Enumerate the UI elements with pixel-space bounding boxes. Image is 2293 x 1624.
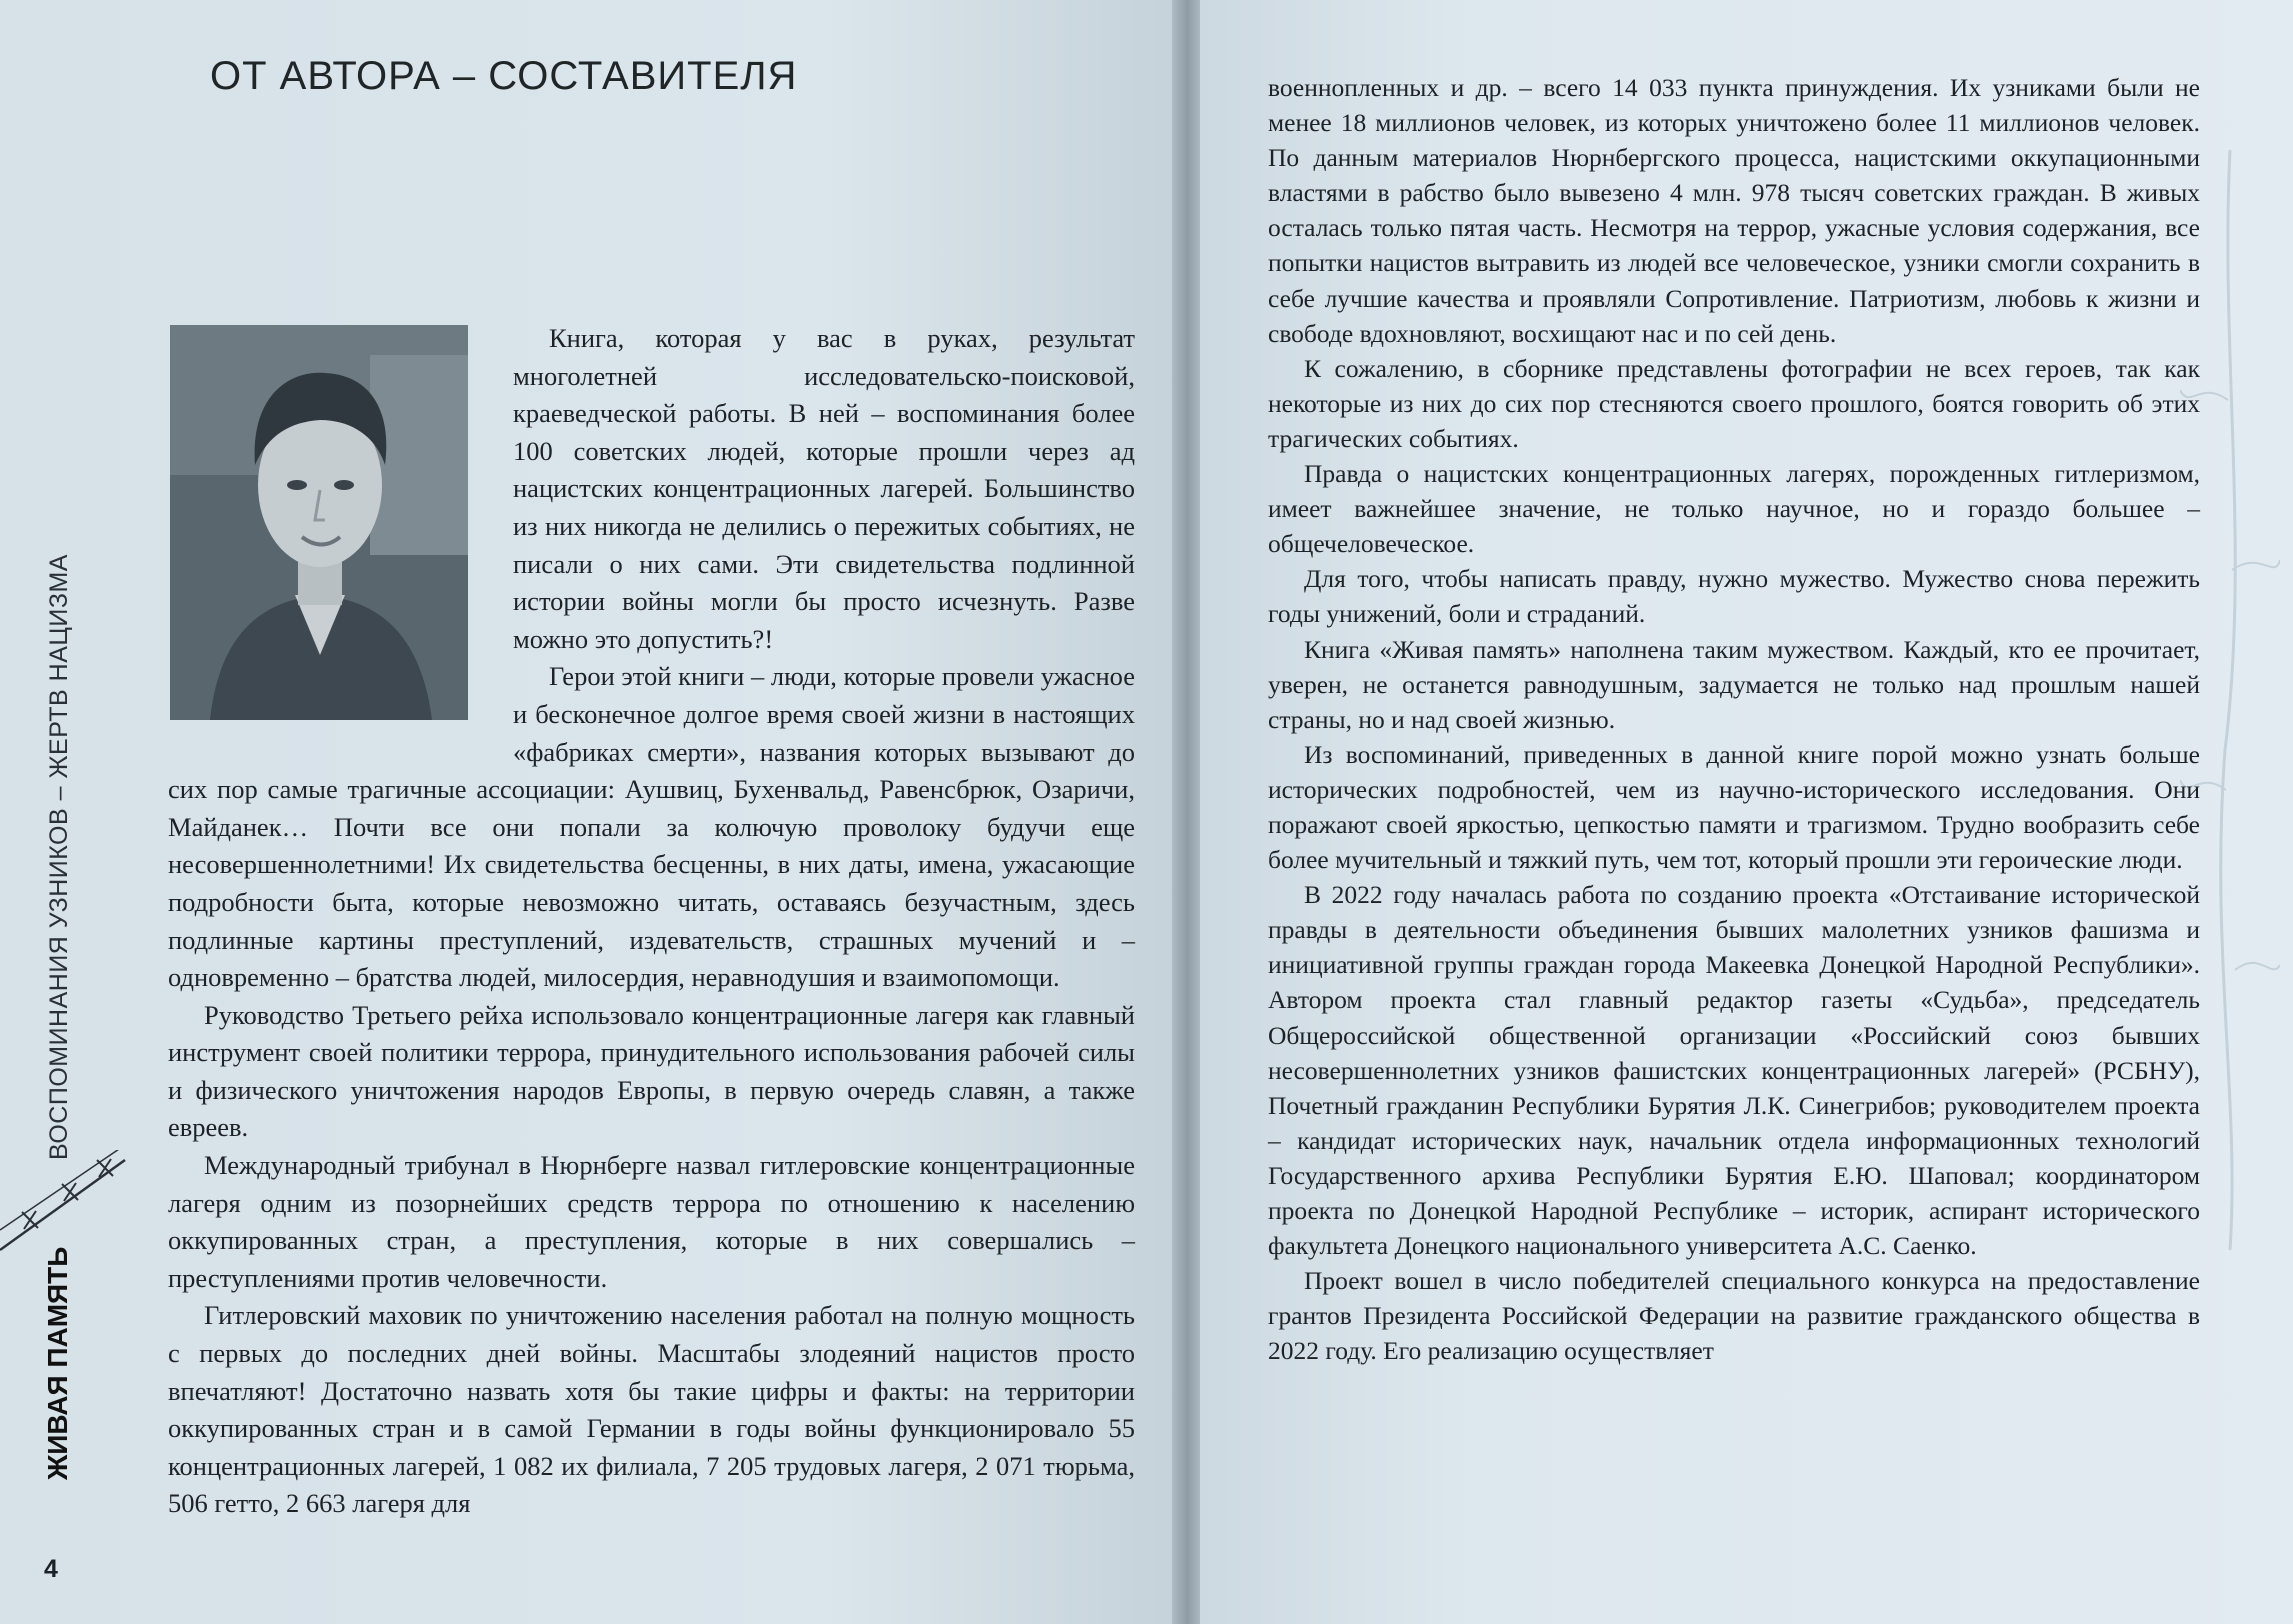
right-paragraph: Из воспоминаний, приведенных в данной книге порой можно узнать больше исторических подробностей, чем из научно-исторического исследования. Они поражают своей яркостью, цепкостью памяти и трагизмом. Трудно вообразить себе более мучительный и тяжкий путь, чем тот, который прошли эти героические люди. — [1268, 739, 2200, 875]
right-paragraph: Проект вошел в число победителей специального конкурса на предоставление грантов Президента Российской Федерации на развитие гражданского общества в 2022 году. Его реализацию осуществляет — [1268, 1266, 2200, 1366]
left-paragraph: Гитлеровский маховик по уничтожению населения работал на полную мощность с первых до последних дней войны. Масштабы злодеяний нацистов просто впечатляют! Достаточно назвать хотя бы такие цифры и факты: на территории оккупированных стран и в самой Германии в годы войны функционировало 55 концентрационных лагерей, 1 082 их филиала, 7 205 трудовых лагеря, 2 071 тюрьма, 506 гетто, 2 663 лагеря для — [168, 1300, 1135, 1519]
book-brand: ЖИВАЯ ПАМЯТЬ — [42, 1246, 73, 1480]
page-number: 4 — [44, 1555, 58, 1583]
page-heading: ОТ АВТОРА – СОСТАВИТЕЛЯ — [210, 54, 798, 98]
right-body-text — [1268, 70, 2200, 1368]
left-paragraph: Руководство Третьего рейха использовало концентрационные лагеря как главный инструмент своей политики террора, принудительного использования рабочей силы и физического уничтожения народов Европы, в первую очередь славян, а также евреев. — [168, 999, 1135, 1143]
barbed-wire-icon — [0, 1150, 130, 1260]
right-paragraph: Книга «Живая память» наполнена таким мужеством. Каждый, кто ее прочитает, уверен, не останется равнодушным, задумается не только над прошлым нашей страны, но и над своей жизнью. — [1268, 634, 2200, 734]
right-paragraph: Правда о нацистских концентрационных лагерях, порожденных гитлеризмом, имеет важнейшее значение, не только научное, но и гораздо большее – общечеловеческое. — [1268, 459, 2200, 559]
left-paragraph: Книга, которая у вас в руках, результат многолетней исследовательско-поисковой, краеведческой работы. В ней – воспоминания более 100 советских людей, которые прошли через ад нацистских концентрационных лагерей. Большинство из них никогда не делились о пережитых событиях, не писали о них сами. Эти свидетельства подлинной истории войны могли бы просто исчезнуть. Разве можно это допустить?! — [513, 323, 1135, 654]
left-paragraph: Герои этой книги – люди, которые провели ужасное и бесконечное долгое время своей жизни в настоящих «фабриках смерти», названия которых вызывают до сих пор самые трагичные ассоциации: Аушвиц, Бухенвальд, Равенсбрюк, Озаричи, Майданек… Почти все они попали за колючую проволоку будучи еще несовершеннолетними! Их свидетельства бесценны, в них даты, имена, ужасающие подробности быта, которые невозможно читать, оставаясь безучастным, здесь подлинные картины преступлений, издевательств, страшных мучений и – одновременно – братства людей, милосердия, неравнодушия и взаимопомощи. — [168, 661, 1135, 993]
series-title: ВОСПОМИНАНИЯ УЗНИКОВ – ЖЕРТВ НАЦИЗМА — [45, 554, 73, 1160]
left-paragraph: Международный трибунал в Нюрнберге назвал гитлеровские концентрационные лагеря одним из позорнейших средств террора по отношению к населению оккупированных стран, а преступления, которые в них совершались – преступлениями против человечности. — [168, 1150, 1135, 1293]
right-paragraph: В 2022 году началась работа по созданию проекта «Отстаивание исторической правды в деятельности объединения бывших малолетних узников фашизма и инициативной группы граждан города Макеевка Донецкой Народной Республики». Автором проекта стал главный редактор газеты «Судьба», председатель Общероссийской общественной организации «Российский союз бывших несовершеннолетних узников фашистских концентрационных лагерей» (РСБНУ), Почетный гражданин Республики Бурятия Л.К. Синегрибов; руководителем проекта – кандидат исторических наук, начальник отдела информационных технологий Государственного архива Республики Бурятия Е.Ю. Шаповал; координатором проекта по Донецкой Народной Республике – историк, аспирант исторического факультета Донецкого национального университета А.С. Саенко. — [1268, 880, 2200, 1261]
photo-wrap-space — [168, 320, 513, 738]
right-paragraph: Для того, чтобы написать правду, нужно мужество. Мужество снова пережить годы унижений, боли и страданий. — [1268, 564, 2200, 629]
left-body-text — [168, 320, 1135, 1523]
right-paragraph: К сожалению, в сборнике представлены фотографии не всех героев, так как некоторые из них до сих пор стесняются своего прошлого, боятся говорить об этих трагических событиях. — [1268, 353, 2200, 453]
right-paragraph-continuation: военнопленных и др. – всего 14 033 пункта принуждения. Их узниками были не менее 18 миллионов человек, из которых уничтожено более 11 миллионов человек. По данным материалов Нюрнбергского процесса, нацистскими оккупационными властями в рабство было вывезено 4 млн. 978 тысяч советских граждан. В живых осталась только пятая часть. Несмотря на террор, ужасные условия содержания, все попытки нацистов вытравить из людей все человеческое, узники смогли сохранить в себе лучшие качества и проявляли Сопротивление. Патриотизм, любовь к жизни и свободе вдохновляют, восхищают нас и по сей день. — [1268, 73, 2200, 348]
